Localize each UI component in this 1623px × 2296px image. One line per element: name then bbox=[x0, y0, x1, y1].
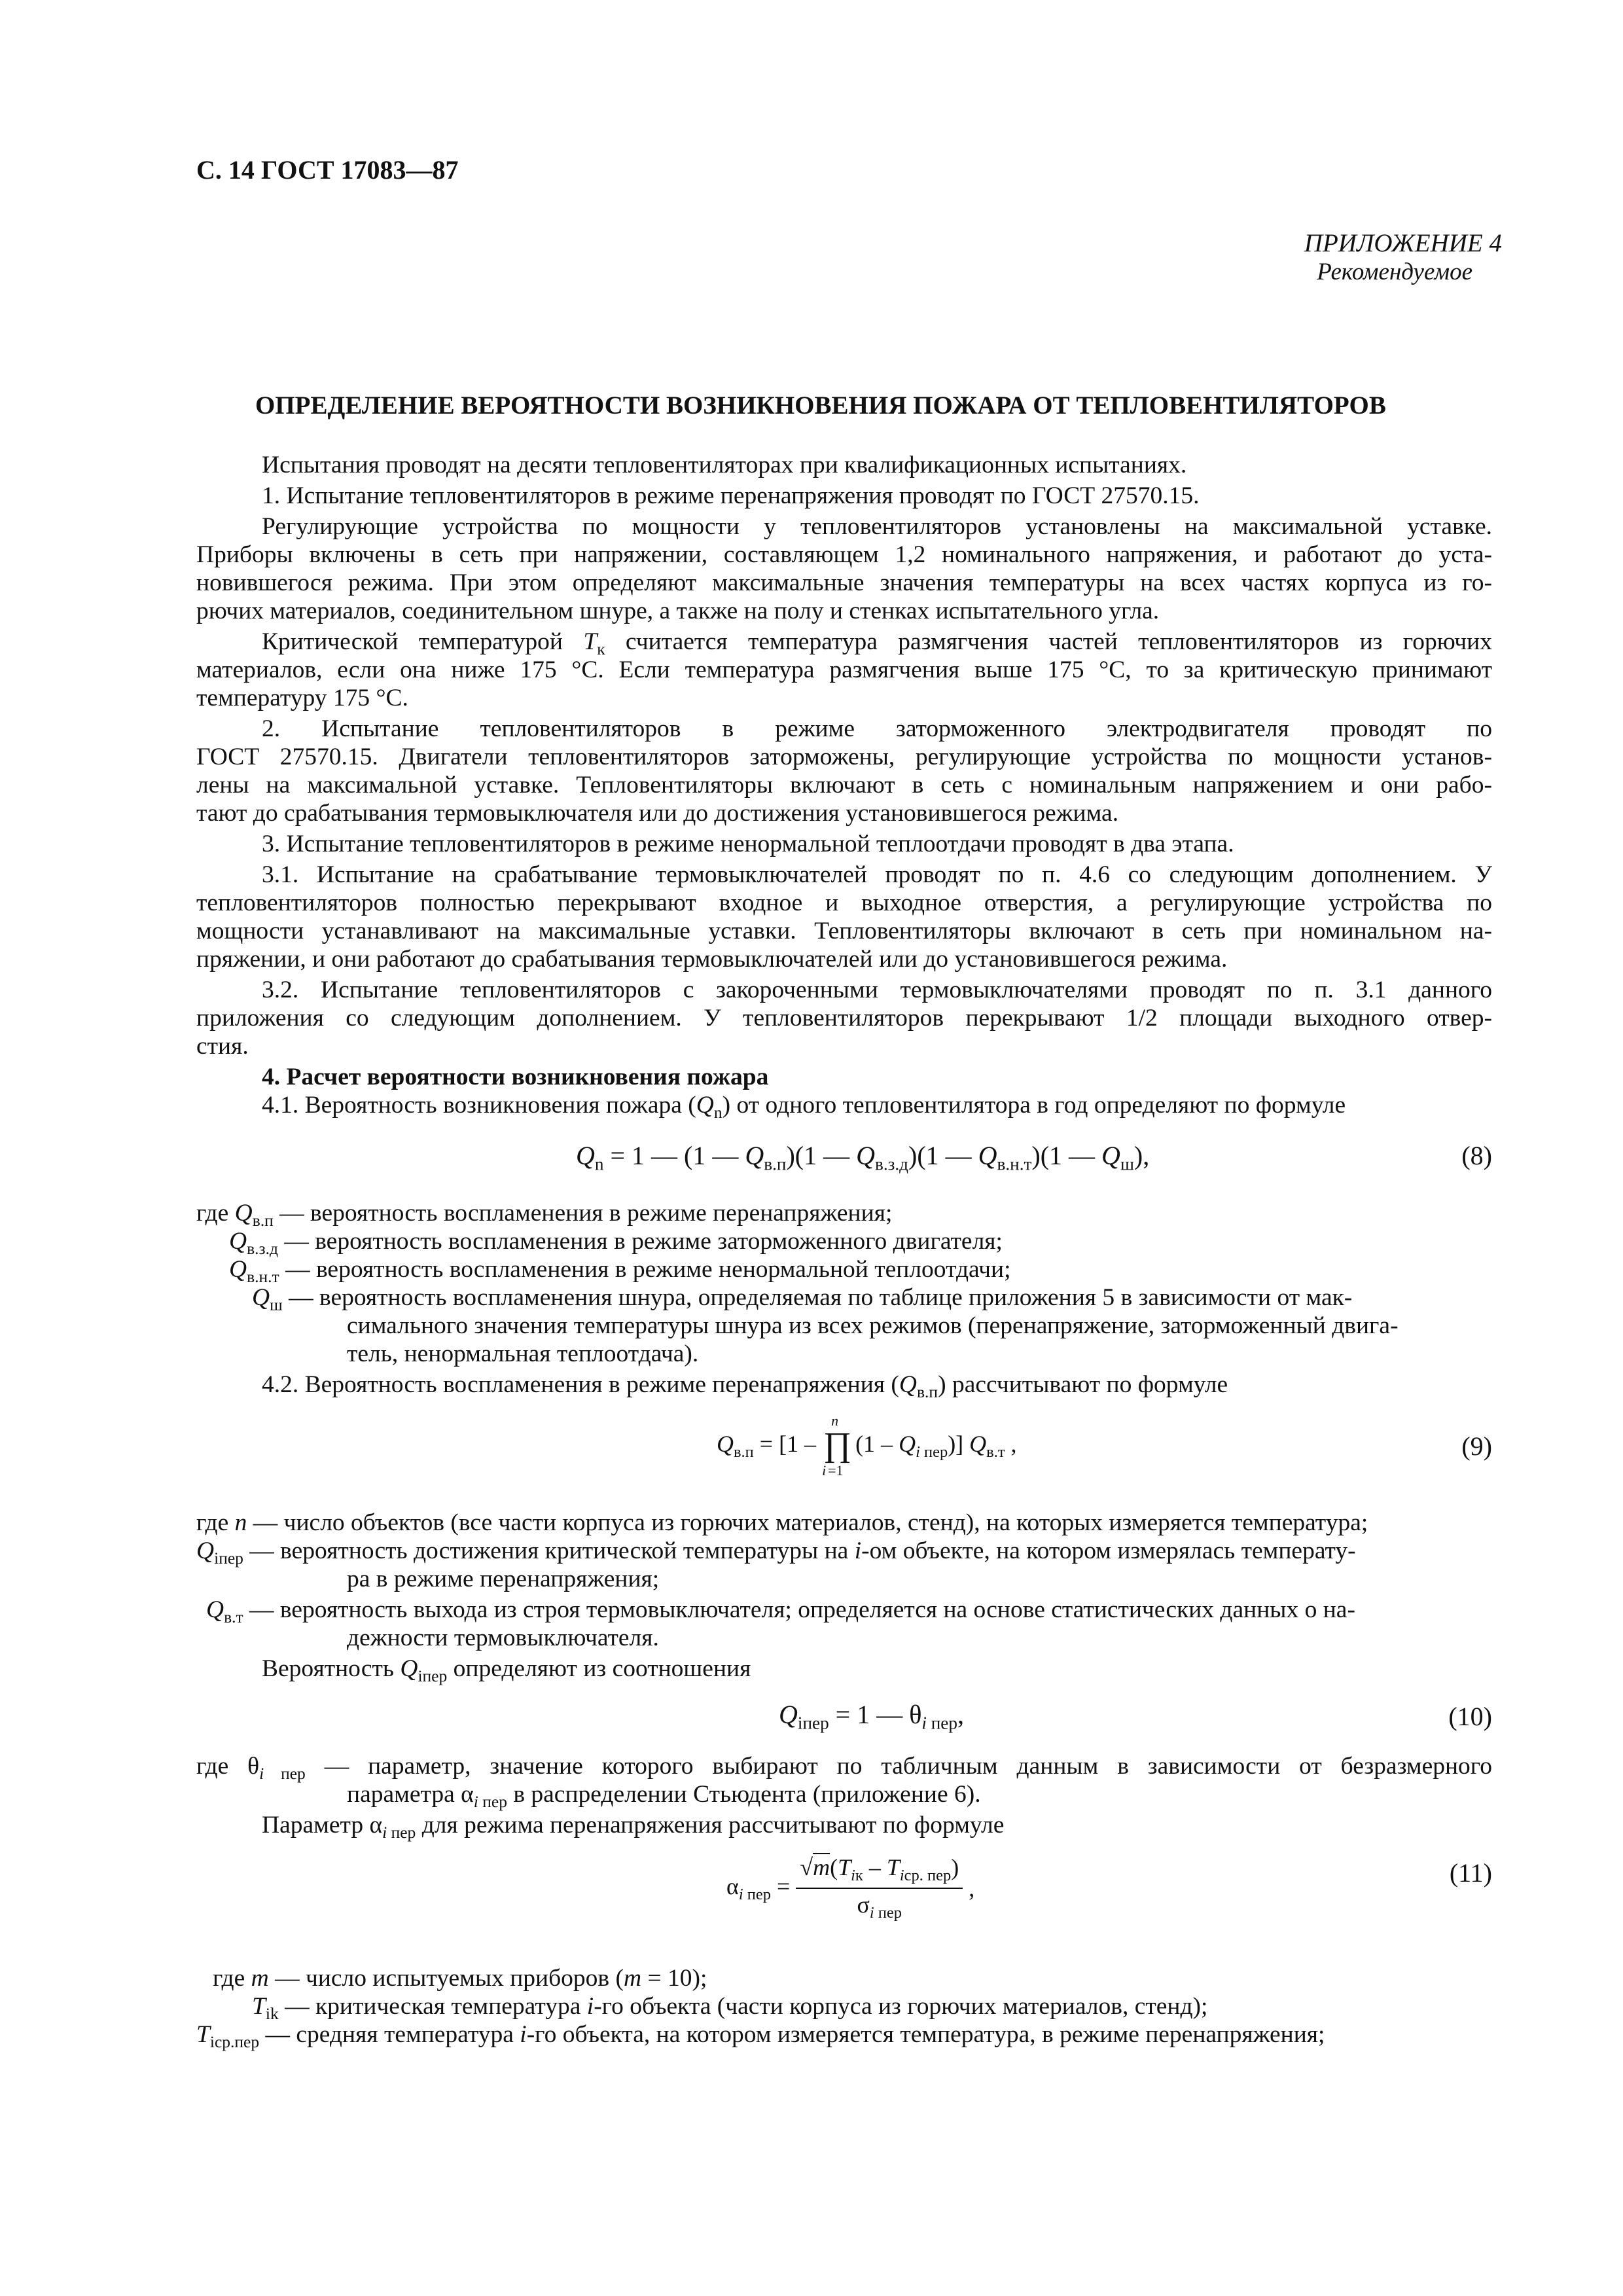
text-run: для режима перенапряжения рассчитывают по формуле bbox=[416, 1812, 1005, 1839]
text-run: — параметр, значение которого выбирают по табличным данным в зависимости от безразмерного bbox=[305, 1753, 1493, 1780]
definition-Tik: $T_{ik}$ — критическая температура i-го объекта (части корпуса из горючих материалов, стенд); bbox=[252, 1993, 1208, 2024]
definition-n: где n — число объектов (все части корпуса из горючих материалов, стенд), на которых измеряется температура; bbox=[196, 1509, 1368, 1536]
definition-Qi-per-b: ра в режиме перенапряжения; bbox=[347, 1566, 660, 1592]
document-title: ОПРЕДЕЛЕНИЕ ВЕРОЯТНОСТИ ВОЗНИКНОВЕНИЯ ПОЖАРА ОТ ТЕПЛОВЕНТИЛЯТОРОВ bbox=[255, 391, 1386, 420]
paragraph-1-line-d: рючих материалов, соединительном шнуре, а также на полу и стенках испытательного угла. bbox=[196, 598, 1160, 624]
text-run: 4.2. Вероятность воспламенения в режиме перенапряжения ( bbox=[262, 1371, 899, 1398]
definition-Q-vnt: $Q_{в.н.т}$ — вероятность воспламенения в режиме ненормальной теплоотдачи; bbox=[229, 1256, 1011, 1287]
appendix-label: ПРИЛОЖЕНИЕ 4 bbox=[1304, 229, 1502, 257]
definition-Q-sh-c: тель, ненормальная теплоотдача). bbox=[347, 1340, 699, 1367]
text-run: где bbox=[213, 1965, 251, 1992]
text-run: — вероятность достижения критической температуры на bbox=[243, 1537, 855, 1564]
paragraph-2-b: ГОСТ 27570.15. Двигатели тепловентиляторов заторможены, регулирующие устройства по мощности установ- bbox=[196, 744, 1492, 770]
paragraph-1-line-a: Регулирующие устройства по мощности у тепловентиляторов установлены на максимальной уставке. bbox=[262, 513, 1492, 540]
paragraph-1: 1. Испытание тепловентиляторов в режиме перенапряжения проводят по ГОСТ 27570.15. bbox=[262, 482, 1200, 509]
paragraph-3-2-b: приложения со следующим дополнением. У тепловентиляторов перекрывают 1/2 площади выходного отвер- bbox=[196, 1005, 1492, 1031]
definition-m: где m — число испытуемых приборов (m = 10); bbox=[213, 1965, 707, 1992]
text-run: где bbox=[196, 1753, 248, 1780]
paragraph-critical-temp bbox=[262, 630, 1492, 658]
text-run: — число объектов (все части корпуса из горючих материалов, стенд), на которых измеряется температура; bbox=[247, 1509, 1368, 1536]
product-operator: n ∏ i =1 bbox=[822, 1412, 851, 1479]
definition-theta-b: параметра $\alpha_{i пер}$ в распределении Стьюдента (приложение 6). bbox=[347, 1781, 981, 1812]
text-run: где bbox=[196, 1509, 235, 1536]
text-run: -ом объекте, на котором измерялась температу- bbox=[861, 1537, 1356, 1564]
paragraph-3-1-a: 3.1. Испытание на срабатывание термовыключателей проводят по п. 4.6 со следующим дополнением. У bbox=[262, 861, 1492, 888]
paragraph-4-1 bbox=[262, 1093, 1346, 1121]
paragraph-3-1-d: пряжении, и они работают до срабатывания термовыключателей или до установившегося режима. bbox=[196, 946, 1228, 973]
text-run: — вероятность воспламенения в режиме ненормальной теплоотдачи; bbox=[285, 1256, 1011, 1283]
text-run: = 10); bbox=[641, 1965, 707, 1992]
text-run: Параметр bbox=[262, 1812, 370, 1839]
text-run: параметра bbox=[347, 1781, 461, 1808]
paragraph-1-line-c: новившегося режима. При этом определяют максимальные значения температуры на всех частях корпуса из го- bbox=[196, 569, 1492, 596]
where-label: где bbox=[196, 1200, 229, 1227]
formula-8: $Q_n = 1$ — (1 — $Q_{в.п})(1$ — $Q_{в.з.д})(1$ — $Q_{в.н.т})(1$ — $Q_ш$), bbox=[576, 1141, 1150, 1174]
formula-10: $Q_{iпер} = 1$ — $\theta_{i пер}$, bbox=[779, 1700, 964, 1733]
definition-Qi-per: $Q_{iпер}$ — вероятность достижения критической температуры на i-ом объекте, на котором измерялась температу- bbox=[196, 1537, 1356, 1568]
text-run: — средняя температура bbox=[259, 2021, 520, 2048]
paragraph-parameter: Параметр $\alpha_{i пер}$ для режима перенапряжения рассчитывают по формуле bbox=[262, 1812, 1005, 1842]
text-run: — критическая температура bbox=[278, 1993, 587, 2020]
paragraph-3-1-c: мощности устанавливают на максимальные уставки. Тепловентиляторы включают в сеть при номинальном на- bbox=[196, 918, 1492, 944]
formula-11-number: (11) bbox=[1449, 1858, 1492, 1888]
paragraph-3: 3. Испытание тепловентиляторов в режиме ненормальной теплоотдачи проводят в два этапа. bbox=[262, 831, 1234, 857]
text-run: Вероятность bbox=[262, 1655, 401, 1682]
formula-10-number: (10) bbox=[1448, 1702, 1492, 1731]
text-run: — вероятность воспламенения шнура, определяемая по таблице приложения 5 в зависимости от мак- bbox=[289, 1284, 1353, 1311]
definition-Q-sh-b: симального значения температуры шнура из всех режимов (перенапряжение, заторможенный двига- bbox=[347, 1312, 1399, 1339]
paragraph-3-2-a: 3.2. Испытание тепловентиляторов с закороченными термовыключателями проводят по п. 3.1 данного bbox=[262, 977, 1492, 1003]
formula-9-number: (9) bbox=[1461, 1431, 1492, 1461]
text-run: 4.1. Вероятность возникновения пожара ( bbox=[262, 1092, 696, 1119]
text-run: в распределении Стьюдента (приложение 6). bbox=[507, 1781, 981, 1808]
fraction: $\frac{√m(T_{iк} - T_{iср. пер})}{\sigma_{i пер}}$ bbox=[796, 1856, 963, 1922]
definition-theta: где $\theta_{i пер}$ — параметр, значение которого выбирают по табличным данным в зависимости от безразмерного bbox=[196, 1753, 1493, 1784]
text-run: — число испытуемых приборов ( bbox=[268, 1965, 624, 1992]
definition-Q-vt: $Q_{в.т}$ — вероятность выхода из строя термовыключателя; определяется на основе статистических данных о на- bbox=[206, 1596, 1355, 1627]
paragraph-probability: Вероятность $Q_{iпер}$ определяют из соотношения bbox=[262, 1655, 751, 1686]
appendix-status: Рекомендуемое bbox=[1317, 259, 1472, 285]
paragraph-critical-temp-b: материалов, если она ниже 175 °С. Если температура размягчения выше 175 °С, то за критическую принимают bbox=[196, 656, 1492, 683]
symbol-T: $T_к$ bbox=[583, 628, 605, 659]
page-header: С. 14 ГОСТ 17083—87 bbox=[196, 155, 459, 185]
paragraph-2-a: 2. Испытание тепловентиляторов в режиме заторможенного электродвигателя проводят по bbox=[262, 715, 1492, 742]
symbol-Qn: $Q_n$ bbox=[696, 1092, 722, 1122]
definition-Q-vzd: $Q_{в.з.д}$ — вероятность воспламенения в режиме заторможенного двигателя; bbox=[229, 1228, 1003, 1259]
formula-8-number: (8) bbox=[1461, 1141, 1492, 1170]
text-run: — вероятность воспламенения в режиме заторможенного двигателя; bbox=[284, 1228, 1003, 1255]
text-run: — вероятность воспламенения в режиме перенапряжения; bbox=[279, 1200, 893, 1227]
definition-Q-vp: где $Q_{в.п}$ — вероятность воспламенения в режиме перенапряжения; bbox=[196, 1200, 893, 1230]
text-run: ) рассчитывают по формуле bbox=[938, 1371, 1228, 1398]
text-run: -го объекта (части корпуса из горючих материалов, стенд); bbox=[594, 1993, 1208, 2020]
definition-Q-sh: $Q_ш$ — вероятность воспламенения шнура, определяемая по таблице приложения 5 в зависимости от мак- bbox=[252, 1284, 1353, 1315]
paragraph-critical-temp-c: температуру 175 °С. bbox=[196, 685, 408, 711]
text-run: ) от одного тепловентилятора в год определяют по формуле bbox=[722, 1092, 1346, 1119]
text-run: считается температура размягчения частей тепловентиляторов из горючих bbox=[605, 628, 1492, 655]
section-4-heading: 4. Расчет вероятности возникновения пожара bbox=[262, 1064, 769, 1090]
paragraph-3-1-b: тепловентиляторов полностью перекрывают входное и выходное отверстия, а регулирующие устройства по bbox=[196, 889, 1492, 916]
paragraph-intro: Испытания проводят на десяти тепловентиляторах при квалификационных испытаниях. bbox=[262, 452, 1187, 478]
paragraph-4-2: 4.2. Вероятность воспламенения в режиме перенапряжения $(Q_{в.п})$ рассчитывают по формуле bbox=[262, 1371, 1228, 1402]
text-run: Критической температурой bbox=[262, 628, 584, 655]
paragraph-2-d: тают до срабатывания термовыключателя или до достижения установившегося режима. bbox=[196, 800, 1119, 827]
text-run: определяют из соотношения bbox=[447, 1655, 751, 1682]
text-run: — вероятность выхода из строя термовыключателя; определяется на основе статистических данных о на- bbox=[243, 1596, 1355, 1623]
paragraph-2-c: лены на максимальной уставке. Тепловентиляторы включают в сеть с номинальным напряжением и они рабо- bbox=[196, 772, 1492, 798]
text-run: -го объекта, на котором измеряется температура, в режиме перенапряжения; bbox=[526, 2021, 1325, 2048]
definition-Ti-avg: $T_{iср.пер}$ — средняя температура i-го объекта, на котором измеряется температура, в режиме перенапряжения; bbox=[196, 2021, 1325, 2052]
formula-9: $Q_{в.п} = [1$ – n ∏ i =1 $(1 - Q_{i пер})$] $Q_{в.т}$ , bbox=[717, 1412, 1017, 1479]
definition-Q-vt-b: дежности термовыключателя. bbox=[347, 1624, 659, 1651]
paragraph-3-2-c: стия. bbox=[196, 1033, 249, 1060]
formula-11: $\alpha_{i пер}$ = $\frac{√m(T_{iк} - T_{iср. пер})}{\sigma_{i пер}}$ , bbox=[726, 1854, 975, 1922]
paragraph-1-line-b: Приборы включены в сеть при напряжении, составляющем 1,2 номинального напряжения, и работают до уста- bbox=[196, 541, 1492, 568]
